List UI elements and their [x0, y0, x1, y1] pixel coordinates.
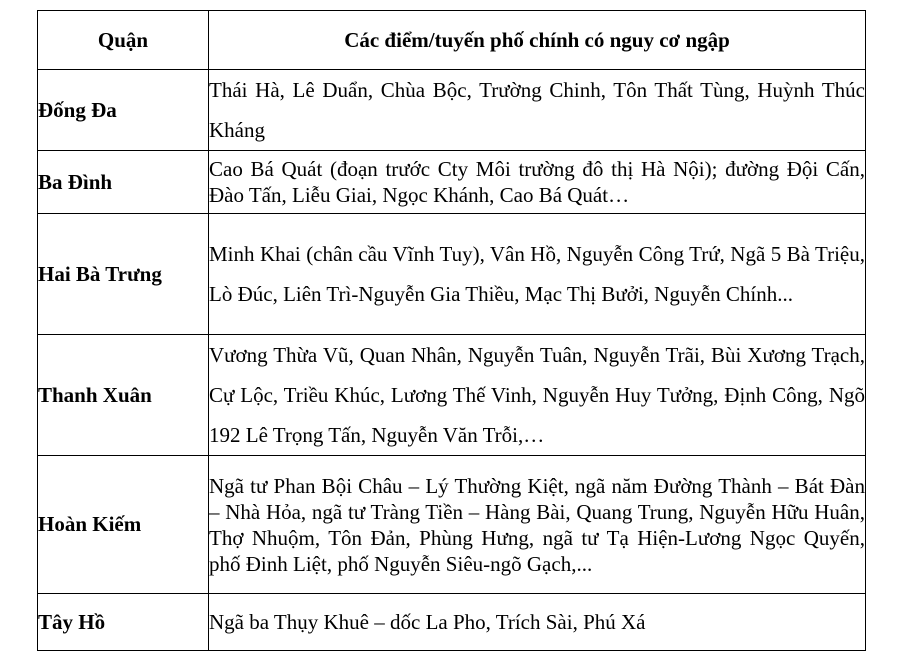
- streets-cell: Minh Khai (chân cầu Vĩnh Tuy), Vân Hồ, Nguyễn Công Trứ, Ngã 5 Bà Triệu, Lò Đúc, Liên Trì-Nguyễn Gia Thiều, Mạc Thị Bưởi, Nguyễn Chính...: [209, 214, 866, 335]
- table-row: [38, 151, 866, 214]
- district-cell: Thanh Xuân: [38, 335, 209, 456]
- district-cell: Tây Hồ: [38, 594, 209, 651]
- streets-cell: Ngã ba Thụy Khuê – dốc La Pho, Trích Sài, Phú Xá: [209, 594, 866, 651]
- district-cell: Ba Đình: [38, 151, 209, 214]
- header-district: Quận: [38, 11, 209, 70]
- header-streets: Các điểm/tuyến phố chính có nguy cơ ngập: [209, 11, 866, 70]
- district-cell: Hai Bà Trưng: [38, 214, 209, 335]
- streets-cell: Ngã tư Phan Bội Châu – Lý Thường Kiệt, ngã năm Đường Thành – Bát Đàn – Nhà Hỏa, ngã tư Tràng Tiền – Hàng Bài, Quang Trung, Nguyễn Hữu Huân, Thợ Nhuộm, Tôn Đản, Phùng Hưng, ngã tư Tạ Hiện-Lương Ngọc Quyến, phố Đinh Liệt, phố Nguyễn Siêu-ngõ Gạch,...: [209, 456, 866, 594]
- table-row: [38, 214, 866, 335]
- streets-cell: Thái Hà, Lê Duẩn, Chùa Bộc, Trường Chinh, Tôn Thất Tùng, Huỳnh Thúc Kháng: [209, 70, 866, 151]
- flood-risk-table: [37, 10, 866, 651]
- streets-cell: Vương Thừa Vũ, Quan Nhân, Nguyễn Tuân, Nguyễn Trãi, Bùi Xương Trạch, Cự Lộc, Triều Khúc, Lương Thế Vinh, Nguyễn Huy Tưởng, Định Công, Ngõ 192 Lê Trọng Tấn, Nguyễn Văn Trỗi,…: [209, 335, 866, 456]
- table-header-row: [38, 11, 866, 70]
- table-row: [38, 70, 866, 151]
- district-cell: Đống Đa: [38, 70, 209, 151]
- table-row: [38, 335, 866, 456]
- table-row: [38, 456, 866, 594]
- streets-cell: Cao Bá Quát (đoạn trước Cty Môi trường đô thị Hà Nội); đường Đội Cấn, Đào Tấn, Liễu Giai, Ngọc Khánh, Cao Bá Quát…: [209, 151, 866, 214]
- district-cell: Hoàn Kiếm: [38, 456, 209, 594]
- table-row: [38, 594, 866, 651]
